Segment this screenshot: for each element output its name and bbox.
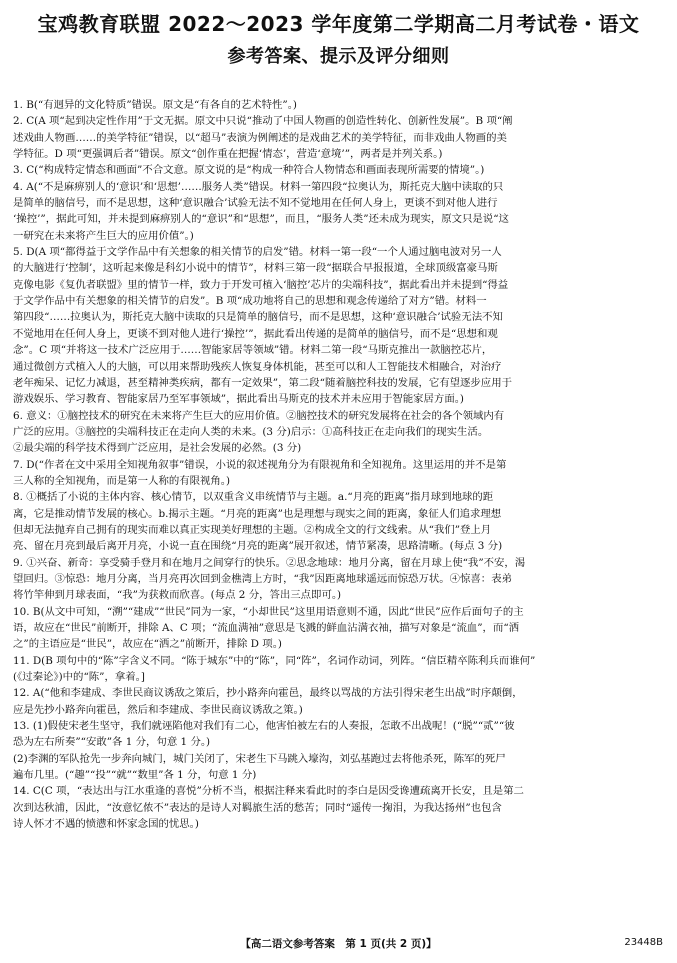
answer-line: 三人称的全知视角，而是第一人称的有限视角。)	[13, 474, 231, 487]
answer-line: 3. C(“构成特定情态和画面”不合文意。原文说的是“构成一种符合人物情态和画面表现所需要的情境”。)	[13, 164, 485, 177]
answer-item	[13, 408, 664, 457]
answer-line: 述戏曲人物画……的美学特征”错误，以“超马”表演为例阐述的是戏曲艺术的美学特征，而非戏曲人物画的美	[13, 131, 507, 144]
answer-line: 离，它是推动情节发展的核心。b.揭示主题。“月亮的距离”也是理想与现实之间的距离，象征人们追求理想	[13, 507, 502, 520]
answer-line: 是简单的脑信号，而不是思想，这种‘意识融合’试验无法不知不觉地用在任何人身上，更谈不到对他人进行	[13, 197, 498, 210]
answer-item	[13, 718, 664, 783]
answer-line: 第四段“……拉奥认为，斯托克大脑中读取的只是简单的脑信号，而不是思想，这种‘意识融合’试验无法不知	[13, 311, 503, 324]
answer-line: 不觉地用在任何人身上，更谈不到对他人进行‘操控’”，据此看出传递的是简单的脑信号，而不是“思想和观	[13, 327, 498, 340]
answer-line: 但却无法抛弃自己拥有的现实而难以真正实现美好理想的主题。②构成全文的行文线索。从“我们”登上月	[13, 523, 492, 536]
answer-line: 次到达秋浦，因此，“汝意忆侬不”表达的是诗人对羁旅生活的愁苦；同时“遥传一掬泪，为我达扬州”也包含	[13, 801, 502, 814]
answer-line: 之”的主语应是“世民”，故应在“洒之”前断开，排除 D 项。)	[13, 638, 282, 651]
answer-line: 的大脑进行‘控制’，这听起来像是科幻小说中的情节”，材料三第一段“据联合早报报道，全球顶级富豪马斯	[13, 262, 498, 275]
answer-line: 13. (1)假使宋老生坚守，我们就诬陷他对我们有二心，他害怕被左右的人奏报，怎敢不出战呢！(“脱”“贰”“彼	[13, 720, 515, 733]
answer-line: 2. C(A 项“起到决定性作用”于文无据。原文中只说“推动了中国人物画的创造性转化、创新性发展”。B 项“阐	[13, 115, 513, 128]
page-footer	[0, 936, 677, 954]
answer-line: 14. C(C 项，“表达出与江水重逢的喜悦”分析不当，根据注释来看此时的李白是因受谗遭疏离开长安，且是第二	[13, 785, 524, 798]
page-title: 宝鸡教育联盟 2022～2023 学年度第二学期高二月考试卷・语文	[37, 12, 640, 36]
answer-line: 6. 意义：①脑控技术的研究在未来将产生巨大的应用价值。②脑控技术的研究发展将在社会的各个领域内有	[13, 409, 505, 422]
answer-line: 4. A(“不是麻痹别人的‘意识’和‘思想’……服务人类”错误。材料一第四段“拉奥认为，斯托克大脑中读取的只	[13, 180, 504, 193]
answer-line: 将竹竿伸到月球表面，“我”为获救而欣喜。(每点 2 分，答出三点即可。)	[13, 589, 342, 602]
answer-line: 恐为左右所奏”“安敢”各 1 分，句意 1 分。)	[13, 736, 211, 749]
answer-item	[13, 685, 664, 718]
answer-item	[13, 783, 664, 832]
answer-item	[13, 162, 664, 178]
answer-line: 5. D(A 项“都得益于文学作品中有关想象的相关情节的启发”错。材料一第一段“一个人通过脑电波对另一人	[13, 246, 502, 259]
page-subtitle: 参考答案、提示及评分细则	[227, 46, 450, 67]
answer-item	[13, 457, 664, 490]
answer-line: 语，故应在“世民”前断开，排除 A、C 项；“流血满袖”意思是飞溅的鲜血沾满衣袖，描写对象是“流血”，而“洒	[13, 622, 520, 634]
answer-item	[13, 97, 664, 113]
answer-line: 学特征。D 项“更强调后者”错误。原文“创作重在把握‘情态’，营造‘意境’”，两者是并列关系。)	[13, 148, 443, 161]
answer-line: 通过微创方式植入人的大脑，可以用来帮助残疾人恢复身体机能，甚至可以和人工智能技术相融合，对治疗	[13, 360, 502, 373]
answer-line: 游戏娱乐、学习教育、智能家居乃至军事领域”，据此看出马斯克的技术并未应用于智能家居方面。)	[13, 393, 464, 406]
answer-line: ②最尖端的科学技术得到广泛应用，是社会发展的必然。(3 分)	[13, 442, 302, 455]
footer-exam-code: 23448B	[624, 937, 663, 948]
answer-line: 克像电影《复仇者联盟》里的情节一样，致力于开发可植入‘脑控’芯片的尖端科技”，据此看出并未提到“得益	[13, 278, 509, 291]
answer-item	[13, 653, 664, 686]
answer-line: 1. B(“有迥异的文化特质”错误。原文是“有各自的艺术特性”。)	[13, 99, 297, 111]
answer-line: (2)李渊的军队抢先一步奔向城门，城门关闭了，宋老生下马跳入壕沟，刘弘基跑过去将他杀死，陈军的死尸	[13, 752, 506, 765]
answer-line: 遍布几里。(“趣”“投”“就”“数里”各 1 分，句意 1 分)	[13, 769, 257, 782]
answer-item	[13, 604, 664, 653]
answer-item	[13, 244, 664, 407]
answer-line: 老年痴呆、记忆力减退，甚至精神类疾病，都有一定效果”，第二段“随着脑控科技的发展，它有望逐步应用于	[13, 376, 512, 389]
answer-list	[13, 97, 664, 832]
answer-line: 应是先抄小路奔向霍邑，然后和李建成、李世民商议诱敌之策。)	[13, 703, 303, 716]
answer-line: 望回归。③惊恐：地月分离，当月亮再次回到金樵湾上方时，“我”因距离地球遥远而惊恐万状。④惊喜：表弟	[13, 572, 512, 585]
answer-item	[13, 555, 664, 604]
answer-line: 11. D(B 项句中的“陈”字含义不同。“陈于城东”中的“陈”，同“阵”，名词作动词，列阵。“信臣精卒陈利兵而谁何”	[13, 654, 536, 667]
answer-line: 7. D(“作者在文中采用全知视角叙事”错误，小说的叙述视角分为有限视角和全知视角。这里运用的并不是第	[13, 458, 507, 471]
answer-line: 12. A(“他和李建成、李世民商议诱敌之策后，抄小路奔向霍邑，最终以骂战的方法引得宋老生出战”时序颠倒，	[13, 687, 523, 700]
answer-line: 念”。C 项“并将这一技术广泛应用于……智能家居等领域”错。材料二第一段“马斯克推出一款脑控芯片，	[13, 344, 493, 357]
answer-line: 诗人怀才不遇的愤懑和怀家念国的忧思。)	[13, 818, 199, 831]
answer-line: 8. ①概括了小说的主体内容、核心情节，以双重含义串统情节与主题。a.“月亮的距离”指月球到地球的距	[13, 491, 494, 504]
answer-line: 亮、留在月亮到最后离开月亮，小说一直在围绕“月亮的距离”展开叙述，情节紧凑，思路清晰。(每点 3 分)	[13, 540, 503, 553]
answer-line: 9. ①兴奋、新奇：享受骑手登月和在地月之间穿行的快乐。②思念地球：地月分离，留在月球上使“我”不安，渴	[13, 556, 526, 569]
footer-page-info: 【高二语文参考答案 第 1 页(共 2 页)】	[240, 938, 437, 950]
answer-line: 于文学作品中有关想象的相关情节的启发”。B 项“成功地将自己的思想和观念传递给了对方”错。材料一	[13, 295, 487, 308]
answer-line: 一研究在未来将产生巨大的应用价值”。)	[13, 229, 194, 242]
answer-line: (《过秦论》)中的“陈”，拿着。]	[13, 671, 145, 684]
answer-line: ‘操控’”，据此可知，并未提到麻痹别人的“意识”和“思想”，而且，“服务人类”还未成为现实，原文只是说“这	[13, 213, 509, 226]
answer-line: 广泛的应用。③脑控的尖端科技正在走向人类的未来。(3 分)启示：①高科技正在走向我们的现实生活。	[13, 425, 489, 438]
answer-item	[13, 113, 664, 162]
answer-line: 10. B(从文中可知，“溯”“建成”“世民”同为一家，“小却世民”这里用语意则不通，因此“世民”应作后面句子的主	[13, 605, 524, 618]
answer-item	[13, 489, 664, 554]
answer-item	[13, 179, 664, 244]
